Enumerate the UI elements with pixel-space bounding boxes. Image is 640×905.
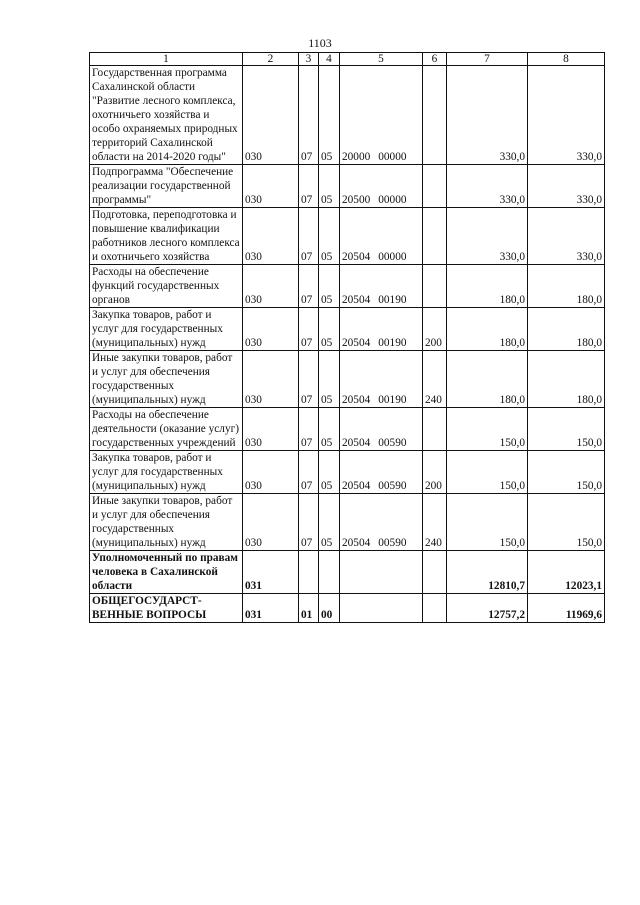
column-header: 6: [423, 53, 447, 66]
subsection-code: 05: [319, 208, 340, 265]
amount-year-2: 11969,6: [528, 594, 605, 623]
program-code-main: 20504: [342, 480, 371, 492]
expense-type-code: [423, 408, 447, 451]
section-code: 01: [299, 594, 319, 623]
column-header: 3: [299, 53, 319, 66]
expense-type-code: 200: [423, 451, 447, 494]
expense-type-code: [423, 208, 447, 265]
amount-year-1: 12810,7: [447, 551, 528, 594]
table-row: [90, 165, 605, 208]
table-row: [90, 551, 605, 594]
section-code: 07: [299, 451, 319, 494]
column-header: 4: [319, 53, 340, 66]
expense-type-code: [423, 594, 447, 623]
column-header: 2: [243, 53, 299, 66]
subsection-code: 05: [319, 451, 340, 494]
ministry-code: 030: [243, 265, 299, 308]
ministry-code: 030: [243, 494, 299, 551]
section-code: 07: [299, 408, 319, 451]
row-name: Подпрограмма "Обеспечение реализации государственной программы": [90, 165, 243, 208]
column-header: 5: [340, 53, 423, 66]
row-name: Уполномоченный по правам человека в Сахалинской области: [90, 551, 243, 594]
amount-year-2: 180,0: [528, 265, 605, 308]
table-row: [90, 208, 605, 265]
ministry-code: 030: [243, 165, 299, 208]
program-code-main: 20504: [342, 537, 371, 549]
expense-type-code: 240: [423, 351, 447, 408]
ministry-code: 030: [243, 308, 299, 351]
program-code-direction: 00000: [378, 251, 407, 263]
amount-year-1: 180,0: [447, 308, 528, 351]
row-name: Иные закупки товаров, работ и услуг для обеспечения государственных (муниципальных) нужд: [90, 351, 243, 408]
amount-year-2: 12023,1: [528, 551, 605, 594]
program-code-direction: 00590: [378, 480, 407, 492]
program-code-direction: 00590: [378, 437, 407, 449]
program-code: [340, 594, 423, 623]
row-name: Подготовка, переподготовка и повышение квалификации работников лесного комплекса и охотничьего хозяйства: [90, 208, 243, 265]
amount-year-1: 12757,2: [447, 594, 528, 623]
expense-type-code: 200: [423, 308, 447, 351]
column-header-row: [90, 53, 605, 66]
section-code: 07: [299, 165, 319, 208]
amount-year-2: 150,0: [528, 451, 605, 494]
program-code: [340, 551, 423, 594]
amount-year-1: 180,0: [447, 351, 528, 408]
row-name: Расходы на обеспечение деятельности (оказание услуг) государственных учреждений: [90, 408, 243, 451]
program-code: [340, 494, 423, 551]
ministry-code: 030: [243, 451, 299, 494]
table-row: [90, 308, 605, 351]
row-name: Расходы на обеспечение функций государственных органов: [90, 265, 243, 308]
program-code: [340, 308, 423, 351]
row-name: Государственная программа Сахалинской области "Развитие лесного комплекса, охотничьего хозяйства и особо охраняемых природных территорий Сахалинской области на 2014-2020 годы": [90, 66, 243, 165]
row-name: Закупка товаров, работ и услуг для государственных (муниципальных) нужд: [90, 308, 243, 351]
program-code: [340, 265, 423, 308]
program-code-direction: 00590: [378, 537, 407, 549]
ministry-code: 031: [243, 551, 299, 594]
row-name: Закупка товаров, работ и услуг для государственных (муниципальных) нужд: [90, 451, 243, 494]
program-code-main: 20504: [342, 294, 371, 306]
subsection-code: 05: [319, 408, 340, 451]
subsection-code: 00: [319, 594, 340, 623]
program-code: [340, 451, 423, 494]
amount-year-2: 150,0: [528, 494, 605, 551]
budget-table: [89, 52, 605, 623]
section-code: [299, 551, 319, 594]
section-code: 07: [299, 66, 319, 165]
subsection-code: [319, 551, 340, 594]
amount-year-2: 330,0: [528, 66, 605, 165]
program-code-direction: 00190: [378, 337, 407, 349]
section-code: 07: [299, 208, 319, 265]
program-code-direction: 00190: [378, 394, 407, 406]
amount-year-2: 330,0: [528, 165, 605, 208]
table-row: [90, 451, 605, 494]
section-code: 07: [299, 308, 319, 351]
amount-year-1: 150,0: [447, 451, 528, 494]
amount-year-2: 150,0: [528, 408, 605, 451]
column-header: 7: [447, 53, 528, 66]
subsection-code: 05: [319, 165, 340, 208]
program-code-direction: 00000: [378, 151, 407, 163]
table-row: [90, 494, 605, 551]
subsection-code: 05: [319, 494, 340, 551]
amount-year-1: 330,0: [447, 165, 528, 208]
section-code: 07: [299, 494, 319, 551]
row-name: Иные закупки товаров, работ и услуг для обеспечения государственных (муниципальных) нужд: [90, 494, 243, 551]
amount-year-2: 330,0: [528, 208, 605, 265]
page-number: 1103: [308, 36, 332, 50]
table-row: [90, 594, 605, 623]
subsection-code: 05: [319, 265, 340, 308]
subsection-code: 05: [319, 66, 340, 165]
table-row: [90, 265, 605, 308]
ministry-code: 031: [243, 594, 299, 623]
program-code: [340, 66, 423, 165]
program-code-main: 20000: [342, 151, 371, 163]
expense-type-code: 240: [423, 494, 447, 551]
program-code: [340, 165, 423, 208]
expense-type-code: [423, 551, 447, 594]
program-code-main: 20500: [342, 194, 371, 206]
ministry-code: 030: [243, 408, 299, 451]
program-code: [340, 351, 423, 408]
row-name: ОБЩЕГОСУДАРСТ-ВЕННЫЕ ВОПРОСЫ: [90, 594, 243, 623]
subsection-code: 05: [319, 351, 340, 408]
amount-year-1: 150,0: [447, 408, 528, 451]
program-code-direction: 00190: [378, 294, 407, 306]
amount-year-1: 180,0: [447, 265, 528, 308]
ministry-code: 030: [243, 351, 299, 408]
column-header: 8: [528, 53, 605, 66]
ministry-code: 030: [243, 208, 299, 265]
amount-year-1: 150,0: [447, 494, 528, 551]
ministry-code: 030: [243, 66, 299, 165]
amount-year-2: 180,0: [528, 351, 605, 408]
expense-type-code: [423, 265, 447, 308]
section-code: 07: [299, 351, 319, 408]
amount-year-1: 330,0: [447, 208, 528, 265]
expense-type-code: [423, 165, 447, 208]
table-row: [90, 408, 605, 451]
column-header: 1: [90, 53, 243, 66]
program-code: [340, 408, 423, 451]
program-code: [340, 208, 423, 265]
table-row: [90, 351, 605, 408]
program-code-main: 20504: [342, 251, 371, 263]
table-row: [90, 66, 605, 165]
expense-type-code: [423, 66, 447, 165]
program-code-direction: 00000: [378, 194, 407, 206]
program-code-main: 20504: [342, 337, 371, 349]
program-code-main: 20504: [342, 437, 371, 449]
amount-year-1: 330,0: [447, 66, 528, 165]
amount-year-2: 180,0: [528, 308, 605, 351]
section-code: 07: [299, 265, 319, 308]
program-code-main: 20504: [342, 394, 371, 406]
subsection-code: 05: [319, 308, 340, 351]
